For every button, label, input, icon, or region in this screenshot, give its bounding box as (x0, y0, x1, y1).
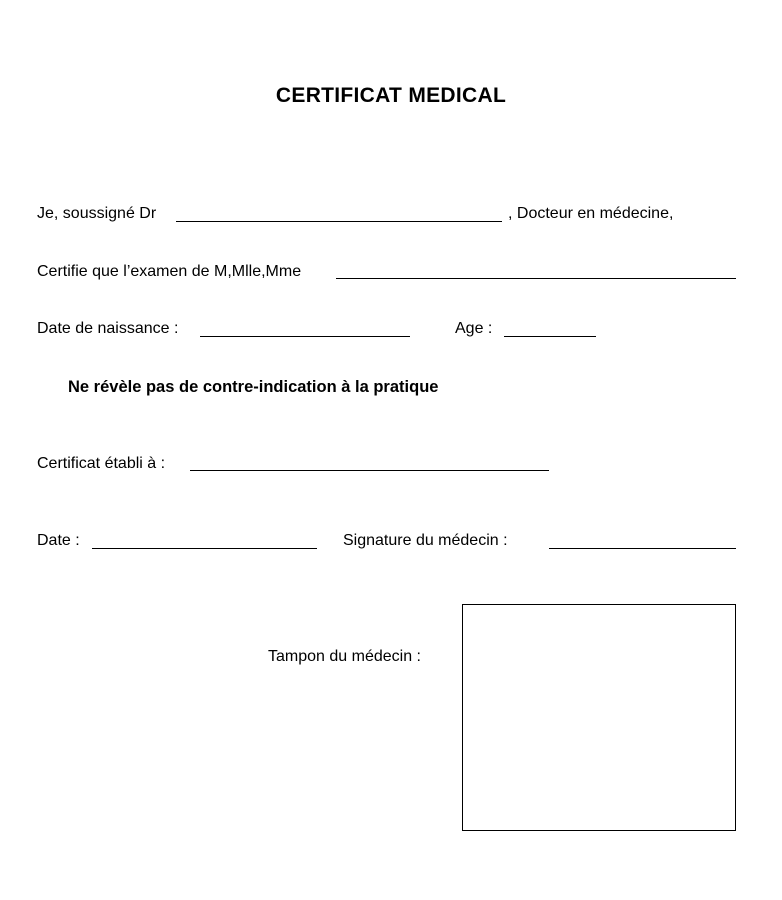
place-label: Certificat établi à : (37, 455, 166, 472)
doctor-suffix: , Docteur en médecine, (508, 205, 674, 222)
document-title: CERTIFICAT MEDICAL (275, 84, 507, 107)
age-field[interactable] (504, 336, 596, 337)
date-field[interactable] (92, 548, 317, 549)
statement-text: Ne révèle pas de contre-indication à la pratique (68, 378, 439, 396)
birth-date-field[interactable] (200, 336, 410, 337)
patient-label: Certifie que l’examen de M,Mlle,Mme (37, 263, 302, 280)
age-label: Age : (455, 320, 493, 337)
birth-date-label: Date de naissance : (37, 320, 179, 337)
place-field[interactable] (190, 470, 549, 471)
signature-field[interactable] (549, 548, 736, 549)
stamp-label: Tampon du médecin : (268, 648, 421, 665)
signature-label: Signature du médecin : (343, 532, 508, 549)
date-label: Date : (37, 532, 80, 549)
patient-name-field[interactable] (336, 278, 736, 279)
stamp-box[interactable] (462, 604, 736, 831)
doctor-name-field[interactable] (176, 221, 502, 222)
doctor-label: Je, soussigné Dr (37, 205, 157, 222)
